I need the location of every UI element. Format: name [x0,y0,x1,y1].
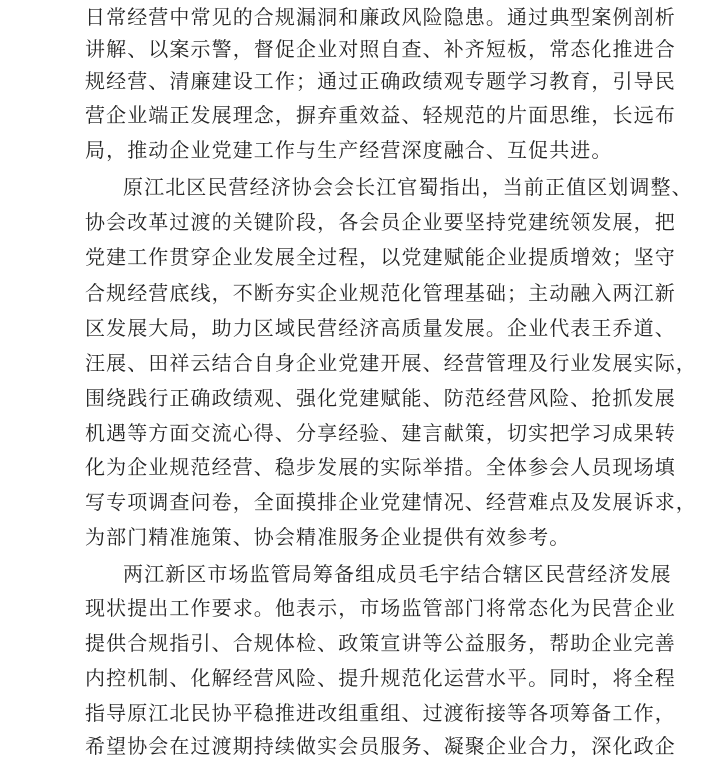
text-line: 提供合规指引、合规体检、政策宣讲等公益服务，帮助企业完善 [85,631,676,655]
text-line: 营企业端正发展理念，摒弃重效益、轻规范的片面思维，长远布 [85,103,676,127]
text-line: 化为企业规范经营、稳步发展的实际举措。全体参会人员现场填 [85,455,676,479]
text-line: 内控机制、化解经营风险、提升规范化运营水平。同时，将全程 [85,666,676,690]
text-line: 日常经营中常见的合规漏洞和廉政风险隐患。通过典型案例剖析 [85,5,676,29]
paragraph-first-line: 两江新区市场监管局筹备组成员毛宇结合辖区民营经济发展 [123,562,672,586]
text-line: 希望协会在过渡期持续做实会员服务、凝聚企业合力，深化政企 [85,734,676,757]
text-line: 汪展、田祥云结合自身企业党建开展、经营管理及行业发展实际， [85,351,697,375]
text-line: 局，推动企业党建工作与生产经营深度融合、互促共进。 [85,138,613,162]
text-line: 协会改革过渡的关键阶段，各会员企业要坚持党建统领发展，把 [85,210,676,234]
text-line: 机遇等方面交流心得、分享经验、建言献策，切实把学习成果转 [85,421,676,445]
text-line: 写专项调查问卷，全面摸排企业党建情况、经营难点及发展诉求， [85,490,697,514]
paragraph-first-line: 原江北区民营经济协会会长江官蜀指出，当前正值区划调整、 [123,175,693,199]
text-line: 区发展大局，助力区域民营经济高质量发展。企业代表王乔道、 [85,316,676,340]
text-line: 党建工作贯穿企业发展全过程，以党建赋能企业提质增效；坚守 [85,245,676,269]
text-line: 讲解、以案示警，督促企业对照自查、补齐短板，常态化推进合 [85,37,676,61]
text-line: 合规经营底线，不断夯实企业规范化管理基础；主动融入两江新 [85,281,676,305]
text-line: 指导原江北民协平稳推进改组重组、过渡衔接等各项筹备工作， [85,701,676,725]
text-line: 现状提出工作要求。他表示，市场监管部门将常态化为民营企业 [85,596,676,620]
text-line: 围绕践行正确政绩观、强化党建赋能、防范经营风险、抢抓发展 [85,386,676,410]
text-line: 为部门精准施策、协会精准服务企业提供有效参考。 [85,525,571,549]
text-line: 规经营、清廉建设工作；通过正确政绩观专题学习教育，引导民 [85,69,676,93]
